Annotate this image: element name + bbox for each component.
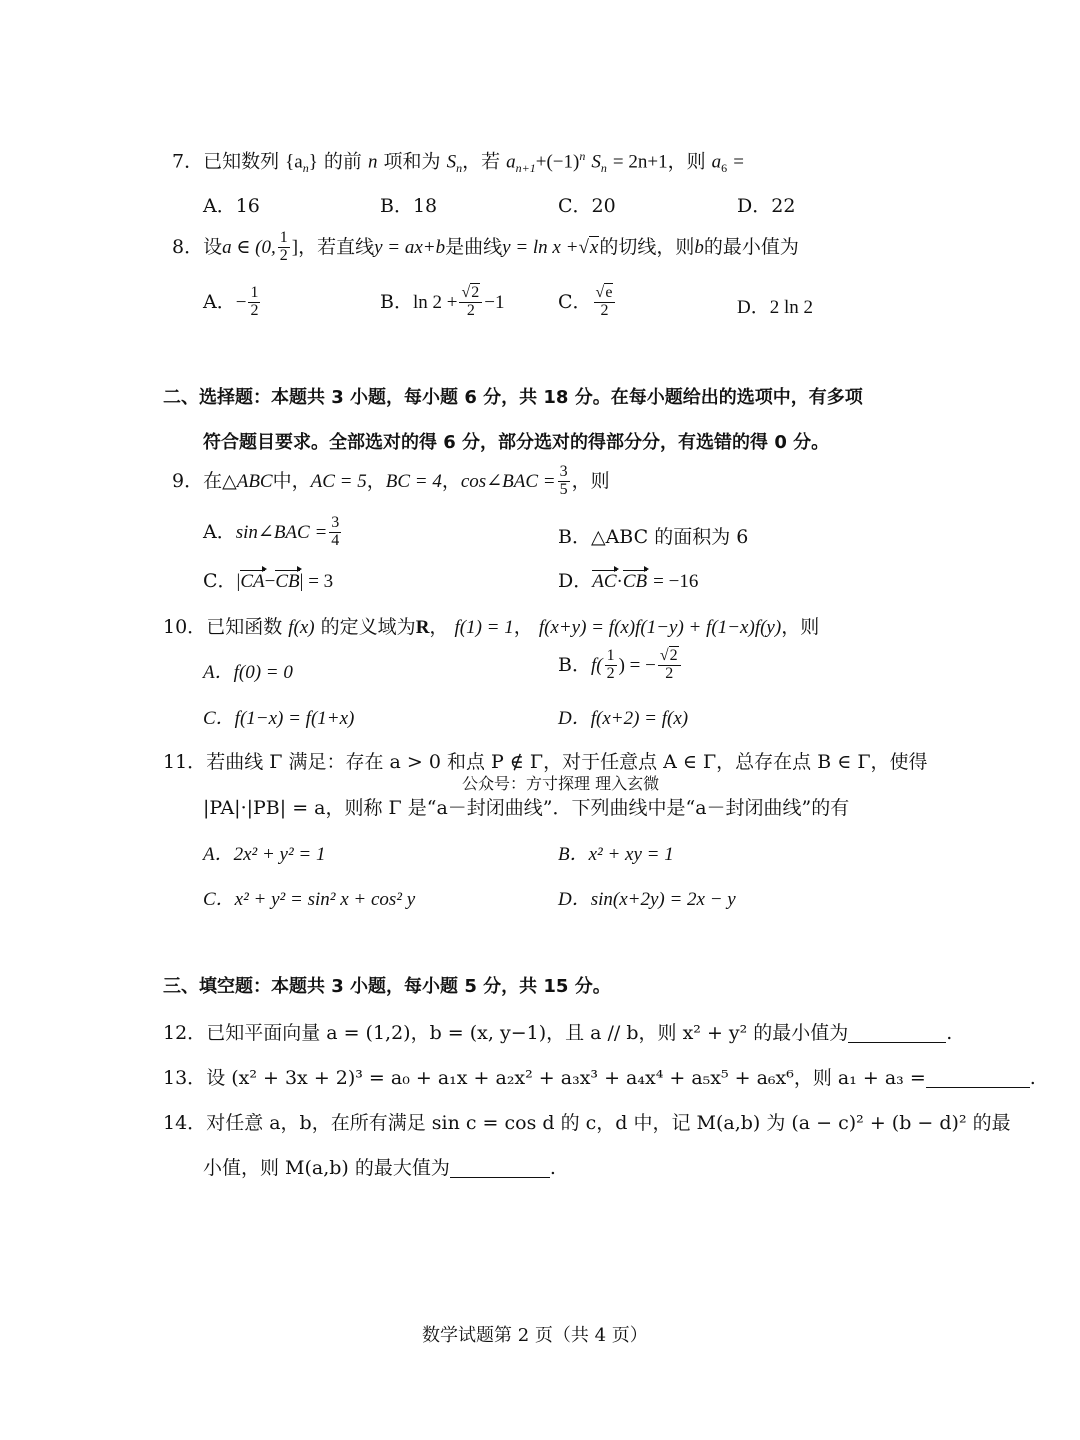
q13-answer-blank[interactable] (926, 1069, 1030, 1088)
q8-stem: 8． 设 a ∈ (0, $\frac{1}{2}$ ] ，若直线 y = ax+b 是曲线 y = ln x + √x 的切线，则 b 的最小值为 (172, 229, 799, 264)
q14-stem-line1: 14．对任意 a，b，在所有满足 sin c = cos d 的 c，d 中，记 M(a,b) 为 (a − c)² + (b − d)² 的最 (163, 1112, 1011, 1134)
q12-stem: 12．已知平面向量 a = (1,2)，b = (x, y−1)，且 a // b，则 x² + y² 的最小值为 . (163, 1022, 953, 1044)
q10-option-c: C．f(1−x) = f(1+x) (203, 708, 355, 729)
q13-stem: 13．设 (x² + 3x + 2)³ = a₀ + a₁x + a₂x² + a₃x³ + a₄x⁴ + a₅x⁵ + a₆x⁶，则 a₁ + a₃ = . (163, 1067, 1036, 1089)
section-2-header-line2: 符合题目要求。全部选对的得 6 分，部分选对的得部分分，有选错的得 0 分。 (203, 432, 830, 453)
q7-option-a: A．16 (203, 195, 260, 217)
q8-option-a: A． − $\frac{1}{2}$ (203, 284, 259, 319)
q12-answer-blank[interactable] (848, 1024, 946, 1043)
q9-option-b: B．△ABC 的面积为 6 (558, 526, 749, 548)
q11-option-c: C．x² + y² = sin² x + cos² y (203, 889, 416, 910)
q7-option-b: B．18 (380, 195, 438, 217)
q11-option-d: D．sin(x+2y) = 2x − y (558, 889, 736, 910)
q14-answer-blank[interactable] (450, 1159, 550, 1178)
q10-stem: 10．已知函数 f(x) 的定义域为R， f(1) = 1， f(x+y) = f(x)f(1−y) + f(1−x)f(y)，则 (163, 616, 820, 638)
q9-stem: 9． 在△ ABC 中， AC = 5 ， BC = 4 ， cos∠BAC = $\frac{3}{5}$ ，则 (172, 463, 610, 498)
q14-stem-line2: 小值，则 M(a,b) 的最大值为 . (203, 1157, 556, 1179)
q8-sqrt: √x (578, 236, 599, 258)
q8-option-d: D．2 ln 2 (737, 297, 814, 318)
section-3-header: 三、填空题：本题共 3 小题，每小题 5 分，共 15 分。 (163, 976, 611, 997)
watermark-text: 公众号：方寸探理 理入玄微 (462, 774, 660, 793)
q9-option-a: A． sin∠BAC = $\frac{3}{4}$ (203, 514, 340, 549)
q10-option-b: B． f( $\frac{1}{2}$ ) = − $\frac{√2}{2}$ (558, 648, 683, 683)
q7-option-c: C．20 (558, 195, 616, 217)
q10-option-a: A．f(0) = 0 (203, 662, 293, 683)
q9-option-c: C．|CA−CB| = 3 (203, 570, 334, 592)
q11-option-a: A．2x² + y² = 1 (203, 844, 326, 865)
q8-option-b: B． ln 2 + $\frac{√2}{2}$ −1 (380, 284, 505, 319)
q8-option-c: C． $\frac{√e}{2}$ (558, 285, 617, 320)
q11-stem-line1: 11．若曲线 Γ 满足：存在 a > 0 和点 P ∉ Γ，对于任意点 A ∈ Γ，总存在点 B ∈ Γ，使得 (163, 751, 928, 773)
q11-stem-line2: |PA|·|PB| = a，则称 Γ 是“a－封闭曲线”．下列曲线中是“a－封闭曲线”的有 (203, 797, 850, 819)
q11-option-b: B．x² + xy = 1 (558, 844, 674, 865)
q10-option-d: D．f(x+2) = f(x) (558, 708, 689, 729)
q9-option-d: D．AC·CB = −16 (558, 570, 699, 592)
page-footer: 数学试题第 2 页（共 4 页） (422, 1325, 648, 1346)
q7-stem: 7．已知数列 $\{a_n\}$ 的前 n 项和为 $S_n$，若 $a_{n+1}+(-1)^n$ $S_n = 2n+1$，则 $a_6$ = (172, 149, 744, 176)
q7-option-d: D．22 (737, 195, 796, 217)
q8-interval-fraction: $\frac{1}{2}$ (279, 229, 288, 264)
section-2-header-line1: 二、选择题：本题共 3 小题，每小题 6 分，共 18 分。在每小题给出的选项中，有多项 (163, 387, 863, 408)
